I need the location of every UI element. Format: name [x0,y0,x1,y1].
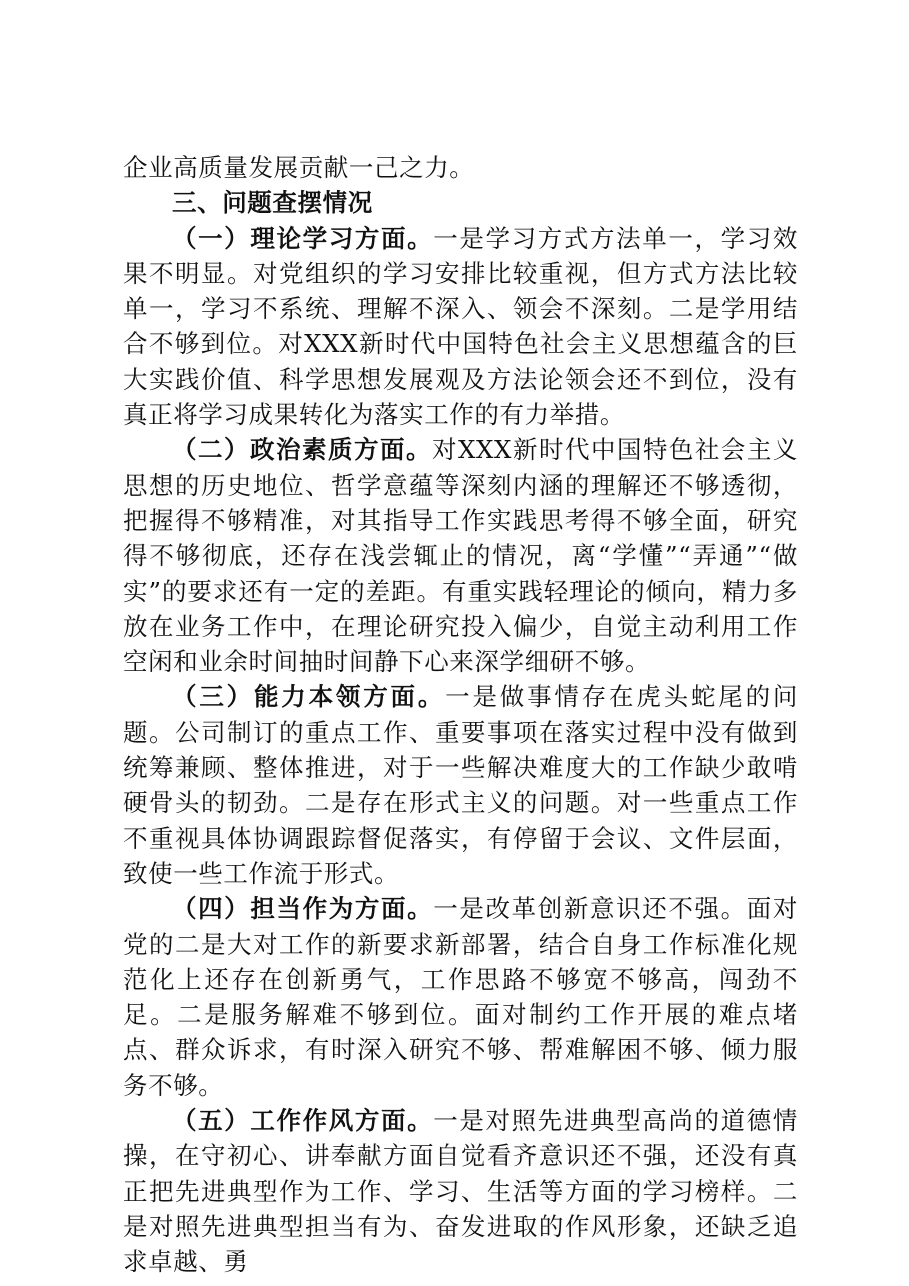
paragraph-body: 对XXX新时代中国特色社会主义思想的历史地位、哲学意蕴等深刻内涵的理解还不够透彻，把握得不够精准，对其指导工作实践思考得不够全面，研究得不够彻底，还存在浅尝辄止的情况，离“学懂”“弄通”“做实”的要求还有一定的差距。有重实践轻理论的倾向，精力多放在业务工作中，在理论研究投入偏少，自觉主动利用工作空闲和业余时间抽时间静下心来深学细研不够。 [123,435,799,677]
paragraph-lead: （四）担当作为方面。 [172,894,434,924]
continuation-text: 企业高质量发展贡献一己之力。 [123,153,475,182]
paragraph-lead: （三）能力本领方面。 [172,682,446,712]
paragraph-work-style [123,1103,798,1279]
paragraph-political-quality [123,432,798,679]
paragraph-lead: （五）工作作风方面。 [172,1106,434,1136]
paragraph-lead: （一）理论学习方面。 [172,223,434,253]
paragraph-body: 一是对照先进典型高尚的道德情操，在守初心、讲奉献方面自觉看齐意识还不强，还没有真正把先进典型作为工作、学习、生活等方面的学习榜样。二是对照先进典型担当有为、奋发进取的作风形象，还缺乏追求卓越、勇 [123,1106,798,1277]
paragraph-ability [123,679,798,891]
paragraph-body: 一是改革创新意识还不强。面对党的二是大对工作的新要求新部署，结合自身工作标准化规范化上还存在创新勇气，工作思路不够宽不够高，闯劲不足。二是服务解难不够到位。面对制约工作开展的难点堵点、群众诉求，有时深入研究不够、帮难解困不够、倾力服务不够。 [123,894,798,1100]
paragraph-body: 一是做事情存在虎头蛇尾的问题。公司制订的重点工作、重要事项在落实过程中没有做到统筹兼顾、整体推进，对于一些解决难度大的工作缺少敢啃硬骨头的韧劲。二是存在形式主义的问题。对一些重点工作不重视具体协调跟踪督促落实，有停留于会议、文件层面，致使一些工作流于形式。 [123,682,798,888]
paragraph-theory-study [123,221,798,433]
section-heading: 三、问题查摆情况 [172,188,373,218]
paragraph-lead: （二）政治素质方面。 [172,435,432,465]
paragraph-responsibility [123,891,798,1103]
document-body [123,150,798,1280]
paragraph-body: 一是学习方式方法单一，学习效果不明显。对党组织的学习安排比较重视，但方式方法比较单一，学习不系统、理解不深入、领会不深刻。二是学用结合不够到位。对XXX新时代中国特色社会主义思想蕴含的巨大实践价值、科学思想发展观及方法论领会还不到位，没有真正将学习成果转化为落实工作的有力举措。 [123,223,798,430]
